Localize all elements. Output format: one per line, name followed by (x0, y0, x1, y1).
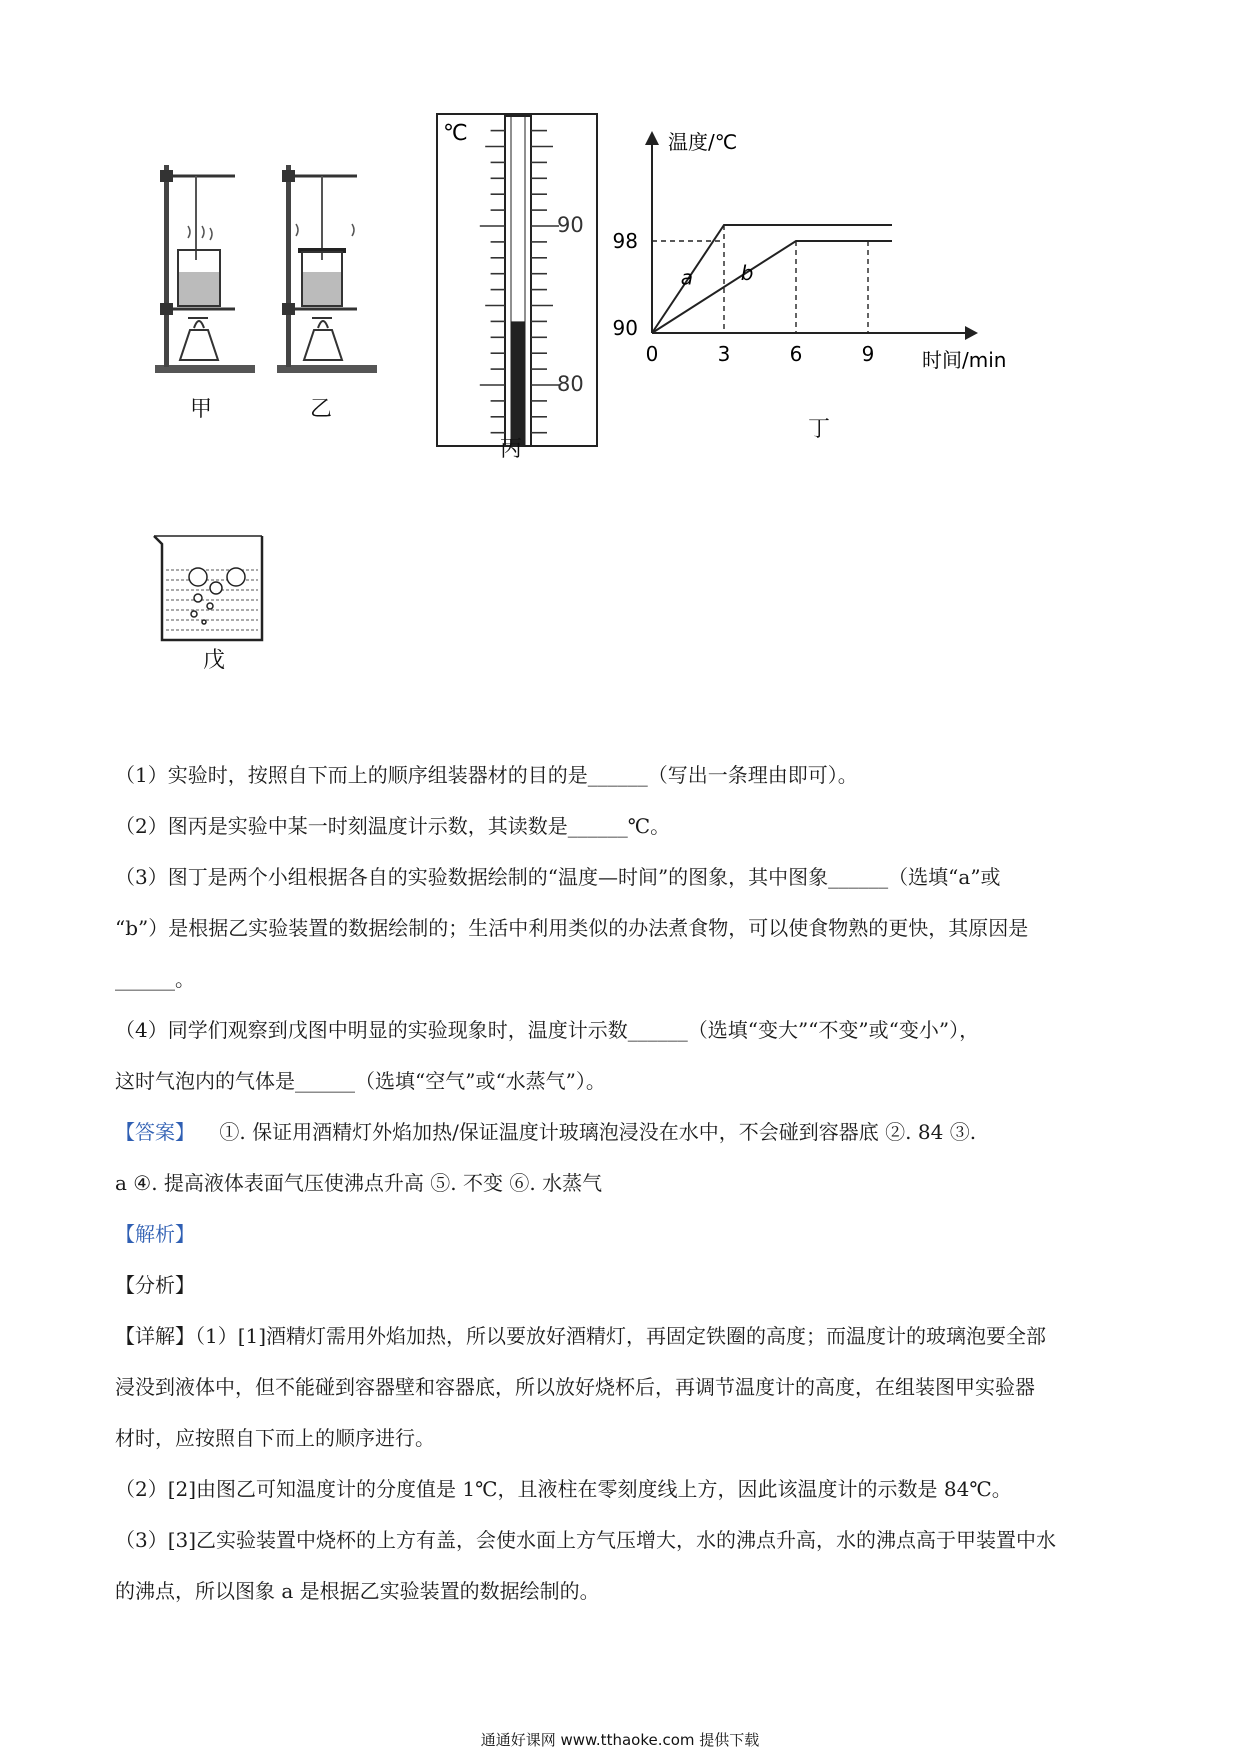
y-axis-arrow (645, 131, 659, 145)
detail-label: 【详解】 (115, 1324, 195, 1348)
page-footer: 通通好课网 www.tthaoke.com 提供下载 (480, 1731, 760, 1749)
detail-line-6: 的沸点，所以图象 a 是根据乙实验装置的数据绘制的。 (115, 1579, 600, 1603)
beaker-wu (150, 530, 270, 645)
question-4-line-2: 这时气泡内的气体是______（选填“空气”或“水蒸气”）。 (115, 1069, 606, 1093)
detail-line-5: （3）[3]乙实验装置中烧杯的上方有盖，会使水面上方气压增大，水的沸点升高，水的沸点高于甲装置中水 (115, 1528, 1057, 1552)
x-tick-label: 3 (717, 342, 731, 366)
answer-text-1: ①. 保证用酒精灯外焰加热/保证温度计玻璃泡浸没在水中，不会碰到容器底 ②. 84 ③. (219, 1120, 977, 1144)
x-tick-label: 9 (861, 342, 875, 366)
thermometer-label-90: 90 (557, 213, 584, 237)
detail-text-1: （1）[1]酒精灯需用外焰加热，所以要放好酒精灯，再固定铁圈的高度；而温度计的玻璃泡要全部 (195, 1324, 1047, 1348)
x-axis-arrow (965, 326, 978, 340)
answer-label: 【答案】 (115, 1120, 195, 1144)
analysis-heading: 【解析】 (115, 1222, 195, 1246)
figure-label-yi: 乙 (310, 397, 333, 422)
question-3-line-1: （3）图丁是两个小组根据各自的实验数据绘制的“温度—时间”的图象，其中图象______（选填“a”或 (115, 865, 1001, 889)
apparatus-yi (272, 160, 382, 375)
x-axis-label: 时间/min (922, 348, 1007, 372)
answer-line-1 (115, 1117, 1135, 1147)
detail-line-2: 浸没到液体中，但不能碰到容器壁和容器底，所以放好烧杯后，再调节温度计的高度，在组装图甲实验器 (115, 1375, 1035, 1399)
figures-area (0, 0, 1240, 700)
series-label-a: a (680, 265, 694, 290)
thermometer-figure (435, 112, 605, 452)
series-label-b: b (740, 261, 754, 286)
question-1: （1）实验时，按照自下而上的顺序组装器材的目的是______（写出一条理由即可）。 (115, 763, 858, 787)
chart-layer (613, 130, 1007, 372)
figure-label-ding: 丁 (808, 417, 831, 442)
detail-line-3: 材时，应按照自下而上的顺序进行。 (115, 1426, 435, 1450)
x-tick-label: 0 (645, 342, 659, 366)
figure-label-bing: 丙 (500, 437, 523, 462)
detail-line-4: （2）[2]由图乙可知温度计的分度值是 1℃，且液柱在零刻度线上方，因此该温度计的示数是 84℃。 (115, 1477, 1012, 1501)
answer-line-2: a ④. 提高液体表面气压使沸点升高 ⑤. 不变 ⑥. 水蒸气 (115, 1171, 603, 1195)
temperature-time-chart (610, 125, 1040, 425)
y-tick-label: 98 (612, 229, 638, 253)
thermometer-liquid (511, 321, 525, 446)
question-3-line-3: ______。 (115, 967, 195, 991)
question-4-line-1: （4）同学们观察到戊图中明显的实验现象时，温度计示数______（选填“变大”“不变”或“变小”）， (115, 1018, 980, 1042)
figure-label-jia: 甲 (190, 397, 213, 422)
detail-line-1 (115, 1321, 1135, 1351)
apparatus-jia (150, 160, 260, 375)
question-2: （2）图丙是实验中某一时刻温度计示数，其读数是______℃。 (115, 814, 671, 838)
question-3-line-2: “b”）是根据乙实验装置的数据绘制的；生活中利用类似的办法煮食物，可以使食物熟的更快，其原因是 (115, 916, 1029, 940)
thermometer-label-80: 80 (557, 372, 584, 396)
analysis-subheading: 【分析】 (115, 1273, 195, 1297)
y-axis-label: 温度/℃ (668, 130, 738, 154)
y-tick-label: 90 (612, 316, 638, 340)
x-tick-label: 6 (789, 342, 803, 366)
figure-label-wu: 戊 (203, 648, 226, 673)
thermometer-unit: ℃ (443, 121, 468, 146)
